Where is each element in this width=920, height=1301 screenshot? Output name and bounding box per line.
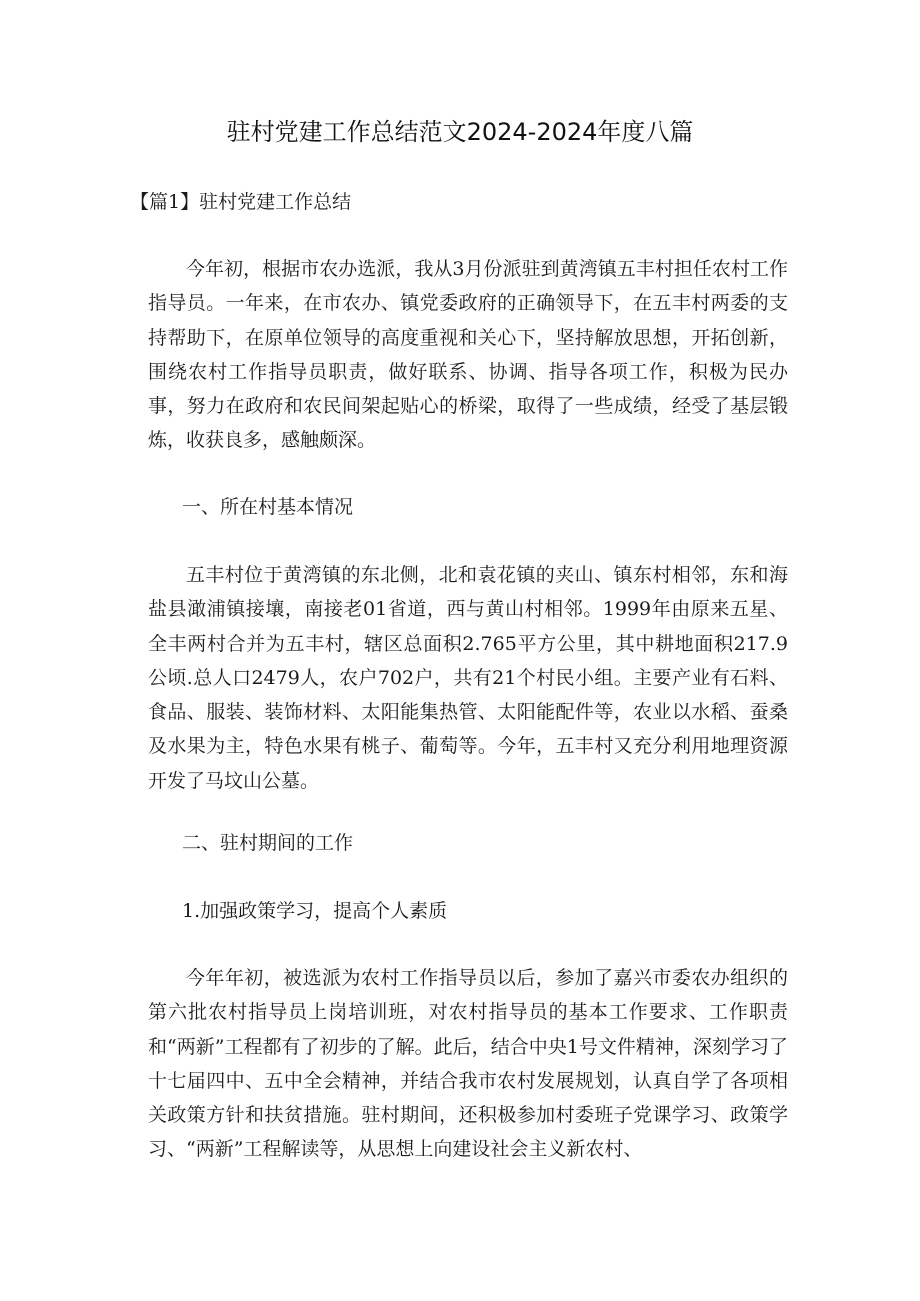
part-heading: 【篇1】驻村党建工作总结	[130, 191, 352, 213]
section2-heading: 二、驻村期间的工作	[182, 832, 354, 854]
intro-paragraph: 今年初，根据市农办选派，我从3月份派驻到黄湾镇五丰村担任农村工作指导员。一年来，在市农办、镇党委政府的正确领导下，在五丰村两委的支持帮助下，在原单位领导的高度重视和关心下，坚持解放思想，开拓创新，围绕农村工作指导员职责，做好联系、协调、指导各项工作，积极为民办事，努力在政府和农民间架起贴心的桥梁，取得了一些成绩，经受了基层锻炼，收获良多，感触颇深。	[148, 258, 788, 452]
section1-heading: 一、所在村基本情况	[182, 496, 354, 518]
document-title: 驻村党建工作总结范文2024-2024年度八篇	[226, 118, 694, 146]
subsection1-heading: 1.加强政策学习，提高个人素质	[182, 900, 448, 922]
section1-paragraph: 五丰村位于黄湾镇的东北侧，北和袁花镇的夹山、镇东村相邻，东和海盐县澉浦镇接壤，南接老01省道，西与黄山村相邻。1999年由原来五星、全丰两村合并为五丰村，辖区总面积2.765平方公里，其中耕地面积217.9公顷.总人口2479人，农户702户，共有21个村民小组。主要产业有石料、食品、服装、装饰材料、太阳能集热管、太阳能配件等，农业以水稻、蚕桑及水果为主，特色水果有桃子、葡萄等。今年，五丰村又充分利用地理资源开发了马坟山公墓。	[148, 564, 788, 792]
subsection1-paragraph: 今年年初，被选派为农村工作指导员以后，参加了嘉兴市委农办组织的第六批农村指导员上岗培训班，对农村指导员的基本工作要求、工作职责和“两新”工程都有了初步的了解。此后，结合中央1号文件精神，深刻学习了十七届四中、五中全会精神，并结合我市农村发展规划，认真自学了各项相关政策方针和扶贫措施。驻村期间，还积极参加村委班子党课学习、政策学习、“两新”工程解读等，从思想上向建设社会主义新农村、	[148, 967, 788, 1161]
